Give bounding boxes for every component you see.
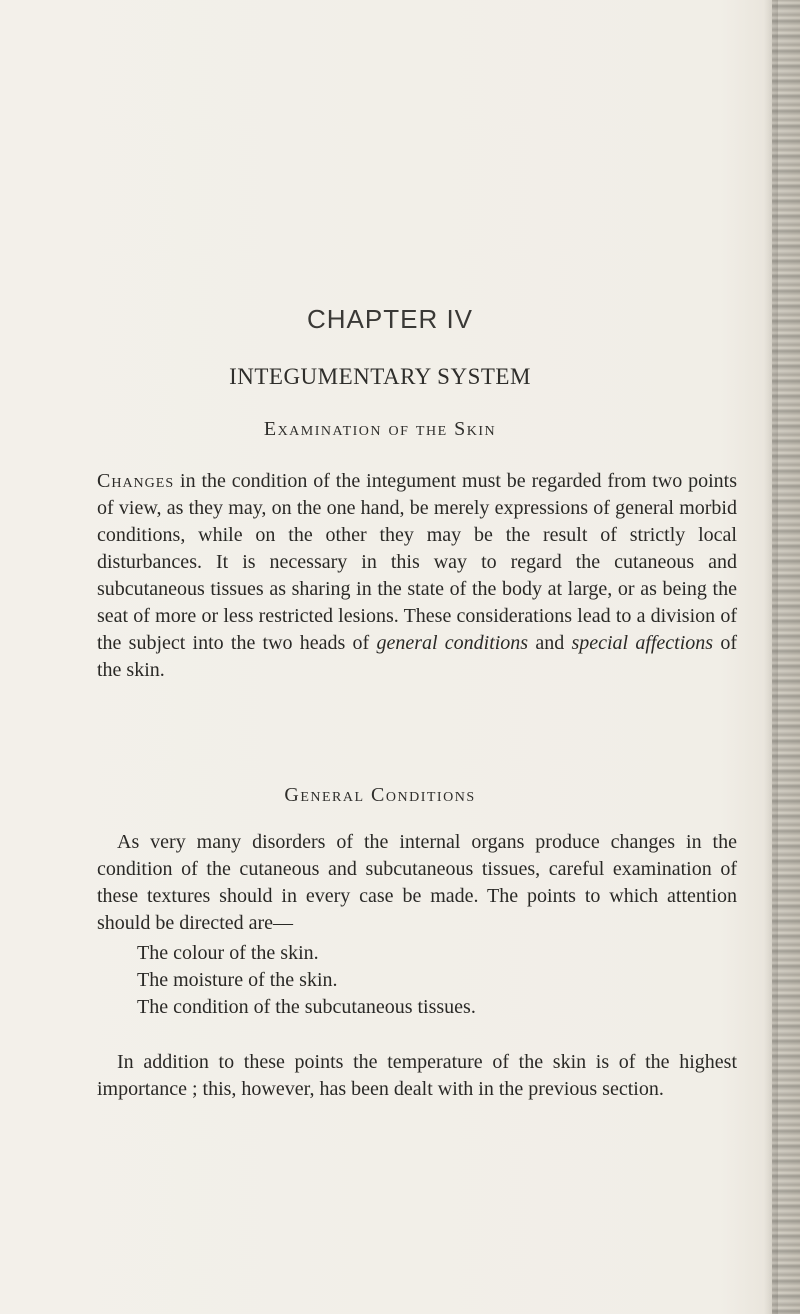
emphasis-general-conditions: general conditions xyxy=(376,632,529,654)
page-edge xyxy=(772,0,800,1314)
list-item: The colour of the skin. xyxy=(137,942,319,964)
paragraph-intro xyxy=(97,468,737,684)
emphasis-special-affections: special affections xyxy=(571,632,714,654)
section-heading-examination: Examination of the Skin xyxy=(263,418,497,440)
chapter-title: CHAPTER IV xyxy=(306,304,474,334)
paragraph-text: of the skin. xyxy=(97,632,737,681)
paragraph-general: As very many disorders of the internal organs produce changes in the condition of the cutaneous and subcutaneous tissues, careful examination of these textures should in every case be made. The points to which attention should be directed are— xyxy=(97,831,737,934)
paragraph-text: in the condition of the integument must be regarded from two points of view, as they may, on the one hand, be merely expressions of general morbid conditions, while on the other they may be the result of strictly local disturbances. It is necessary in this way to regard the cutaneous and subcutaneous tissues as sharing in the state of the body at large, or as being the seat of more or less restricted lesions. These considerations lead to a division of the subject into the two heads of xyxy=(97,470,737,654)
system-title: INTEGUMENTARY SYSTEM xyxy=(229,364,531,389)
paragraph-lead-word: Changes xyxy=(97,470,175,492)
paragraph-temperature: In addition to these points the temperature of the skin is of the highest importance ; this, however, has been dealt with in the previous section. xyxy=(97,1051,737,1100)
paragraph-text: and xyxy=(528,632,572,654)
points-list xyxy=(137,940,476,1021)
list-item: The condition of the subcutaneous tissues. xyxy=(137,996,476,1018)
list-item: The moisture of the skin. xyxy=(137,969,338,991)
section-heading-general-conditions: General Conditions xyxy=(284,784,476,806)
